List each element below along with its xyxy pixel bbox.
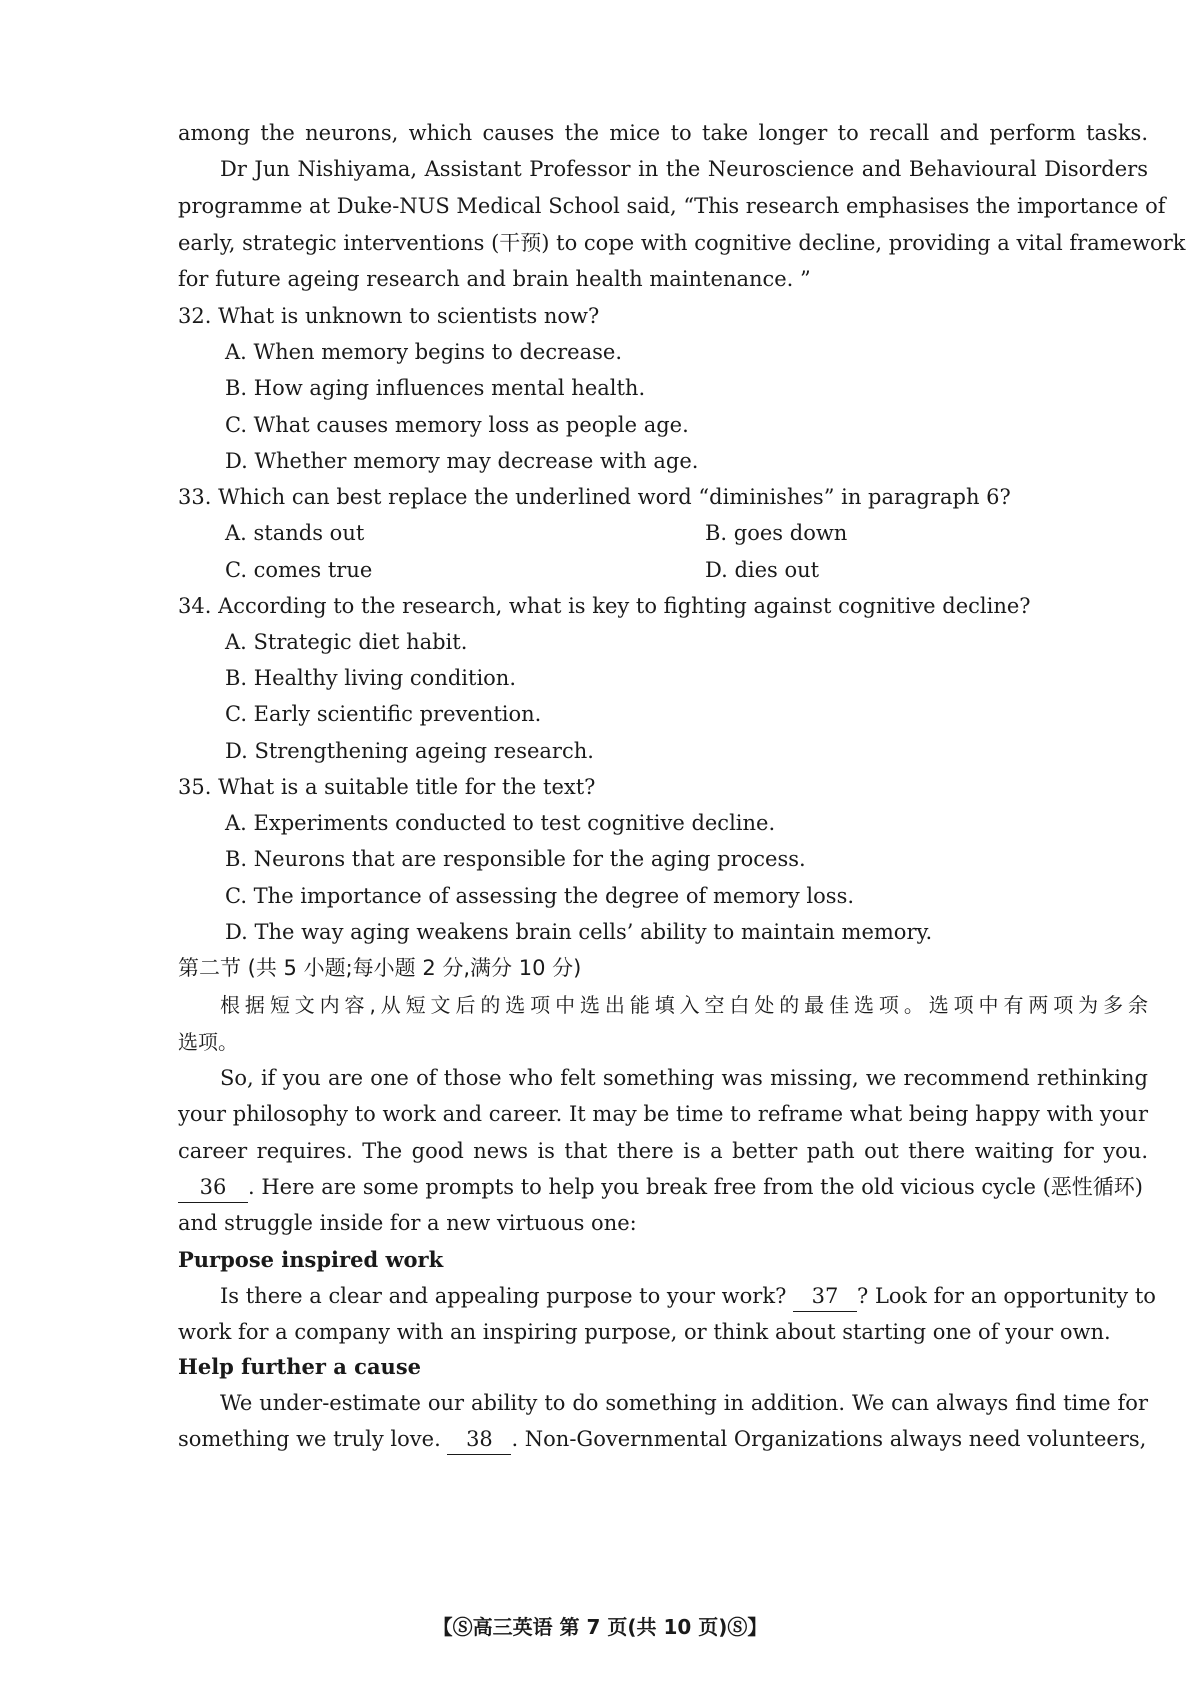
passage-line: programme at Duke-NUS Medical School said, “This research emphasises the importance of <box>178 194 1166 218</box>
passage-text: . Non-Governmental Organizations always need volunteers, <box>511 1427 1147 1451</box>
option-c: C. The importance of assessing the degree of memory loss. <box>225 884 855 908</box>
passage-line: We under-estimate our ability to do something in addition. We can always find time for <box>220 1391 1148 1415</box>
passage-text: something we truly love. <box>178 1427 441 1451</box>
question-stem: 34. According to the research, what is key to fighting against cognitive decline? <box>178 594 1031 618</box>
section-instruction: 选项。 <box>178 1030 238 1054</box>
passage-line: Dr Jun Nishiyama, Assistant Professor in the Neuroscience and Behavioural Disorders <box>220 157 1148 181</box>
passage-line: and struggle inside for a new virtuous one: <box>178 1211 637 1235</box>
option-d: D. Whether memory may decrease with age. <box>225 449 699 473</box>
subheading: Purpose inspired work <box>178 1247 444 1272</box>
option-c: C. What causes memory loss as people age. <box>225 413 689 437</box>
blank-38[interactable]: 38 <box>447 1424 511 1455</box>
option-a: A. stands out <box>225 521 365 545</box>
passage-line: work for a company with an inspiring purpose, or think about starting one of your own. <box>178 1320 1111 1344</box>
passage-line: career requires. The good news is that there is a better path out there waiting for you. <box>178 1139 1148 1163</box>
page-footer: 【Ⓢ高三英语 第 7 页(共 10 页)Ⓢ】 <box>432 1615 768 1639</box>
option-b: B. goes down <box>705 521 848 545</box>
blank-36[interactable]: 36 <box>178 1172 248 1203</box>
passage-line <box>178 1172 1143 1203</box>
passage-line: for future ageing research and brain health maintenance. ” <box>178 267 811 291</box>
option-b: B. How aging influences mental health. <box>225 376 646 400</box>
option-d: D. The way aging weakens brain cells’ ability to maintain memory. <box>225 920 933 944</box>
question-stem: 33. Which can best replace the underlined word “diminishes” in paragraph 6? <box>178 485 1011 509</box>
subheading: Help further a cause <box>178 1354 422 1379</box>
passage-text: ? Look for an opportunity to <box>857 1284 1156 1308</box>
option-b: B. Neurons that are responsible for the aging process. <box>225 847 806 871</box>
passage-line: among the neurons, which causes the mice to take longer to recall and perform tasks. <box>178 121 1148 145</box>
passage-line: early, strategic interventions (干预) to cope with cognitive decline, providing a vital framework <box>178 231 1186 255</box>
passage-text: Is there a clear and appealing purpose to your work? <box>220 1284 787 1308</box>
option-d: D. Strengthening ageing research. <box>225 739 594 763</box>
passage-line <box>220 1281 1156 1312</box>
option-a: A. Strategic diet habit. <box>225 630 468 654</box>
option-d: D. dies out <box>705 558 820 582</box>
passage-line: So, if you are one of those who felt something was missing, we recommend rethinking <box>220 1066 1148 1090</box>
section-heading: 第二节 (共 5 小题;每小题 2 分,满分 10 分) <box>178 956 582 980</box>
question-stem: 32. What is unknown to scientists now? <box>178 304 600 328</box>
option-a: A. When memory begins to decrease. <box>225 340 622 364</box>
section-instruction: 根据短文内容,从短文后的选项中选出能填入空白处的最佳选项。选项中有两项为多余 <box>220 993 1148 1017</box>
passage-text: . Here are some prompts to help you break free from the old vicious cycle (恶性循环) <box>248 1175 1143 1199</box>
option-c: C. comes true <box>225 558 373 582</box>
option-a: A. Experiments conducted to test cognitive decline. <box>225 811 776 835</box>
passage-line <box>178 1424 1146 1455</box>
option-b: B. Healthy living condition. <box>225 666 517 690</box>
passage-line: your philosophy to work and career. It may be time to reframe what being happy with your <box>178 1102 1148 1126</box>
option-c: C. Early scientific prevention. <box>225 702 542 726</box>
blank-37[interactable]: 37 <box>793 1281 857 1312</box>
question-stem: 35. What is a suitable title for the text? <box>178 775 596 799</box>
